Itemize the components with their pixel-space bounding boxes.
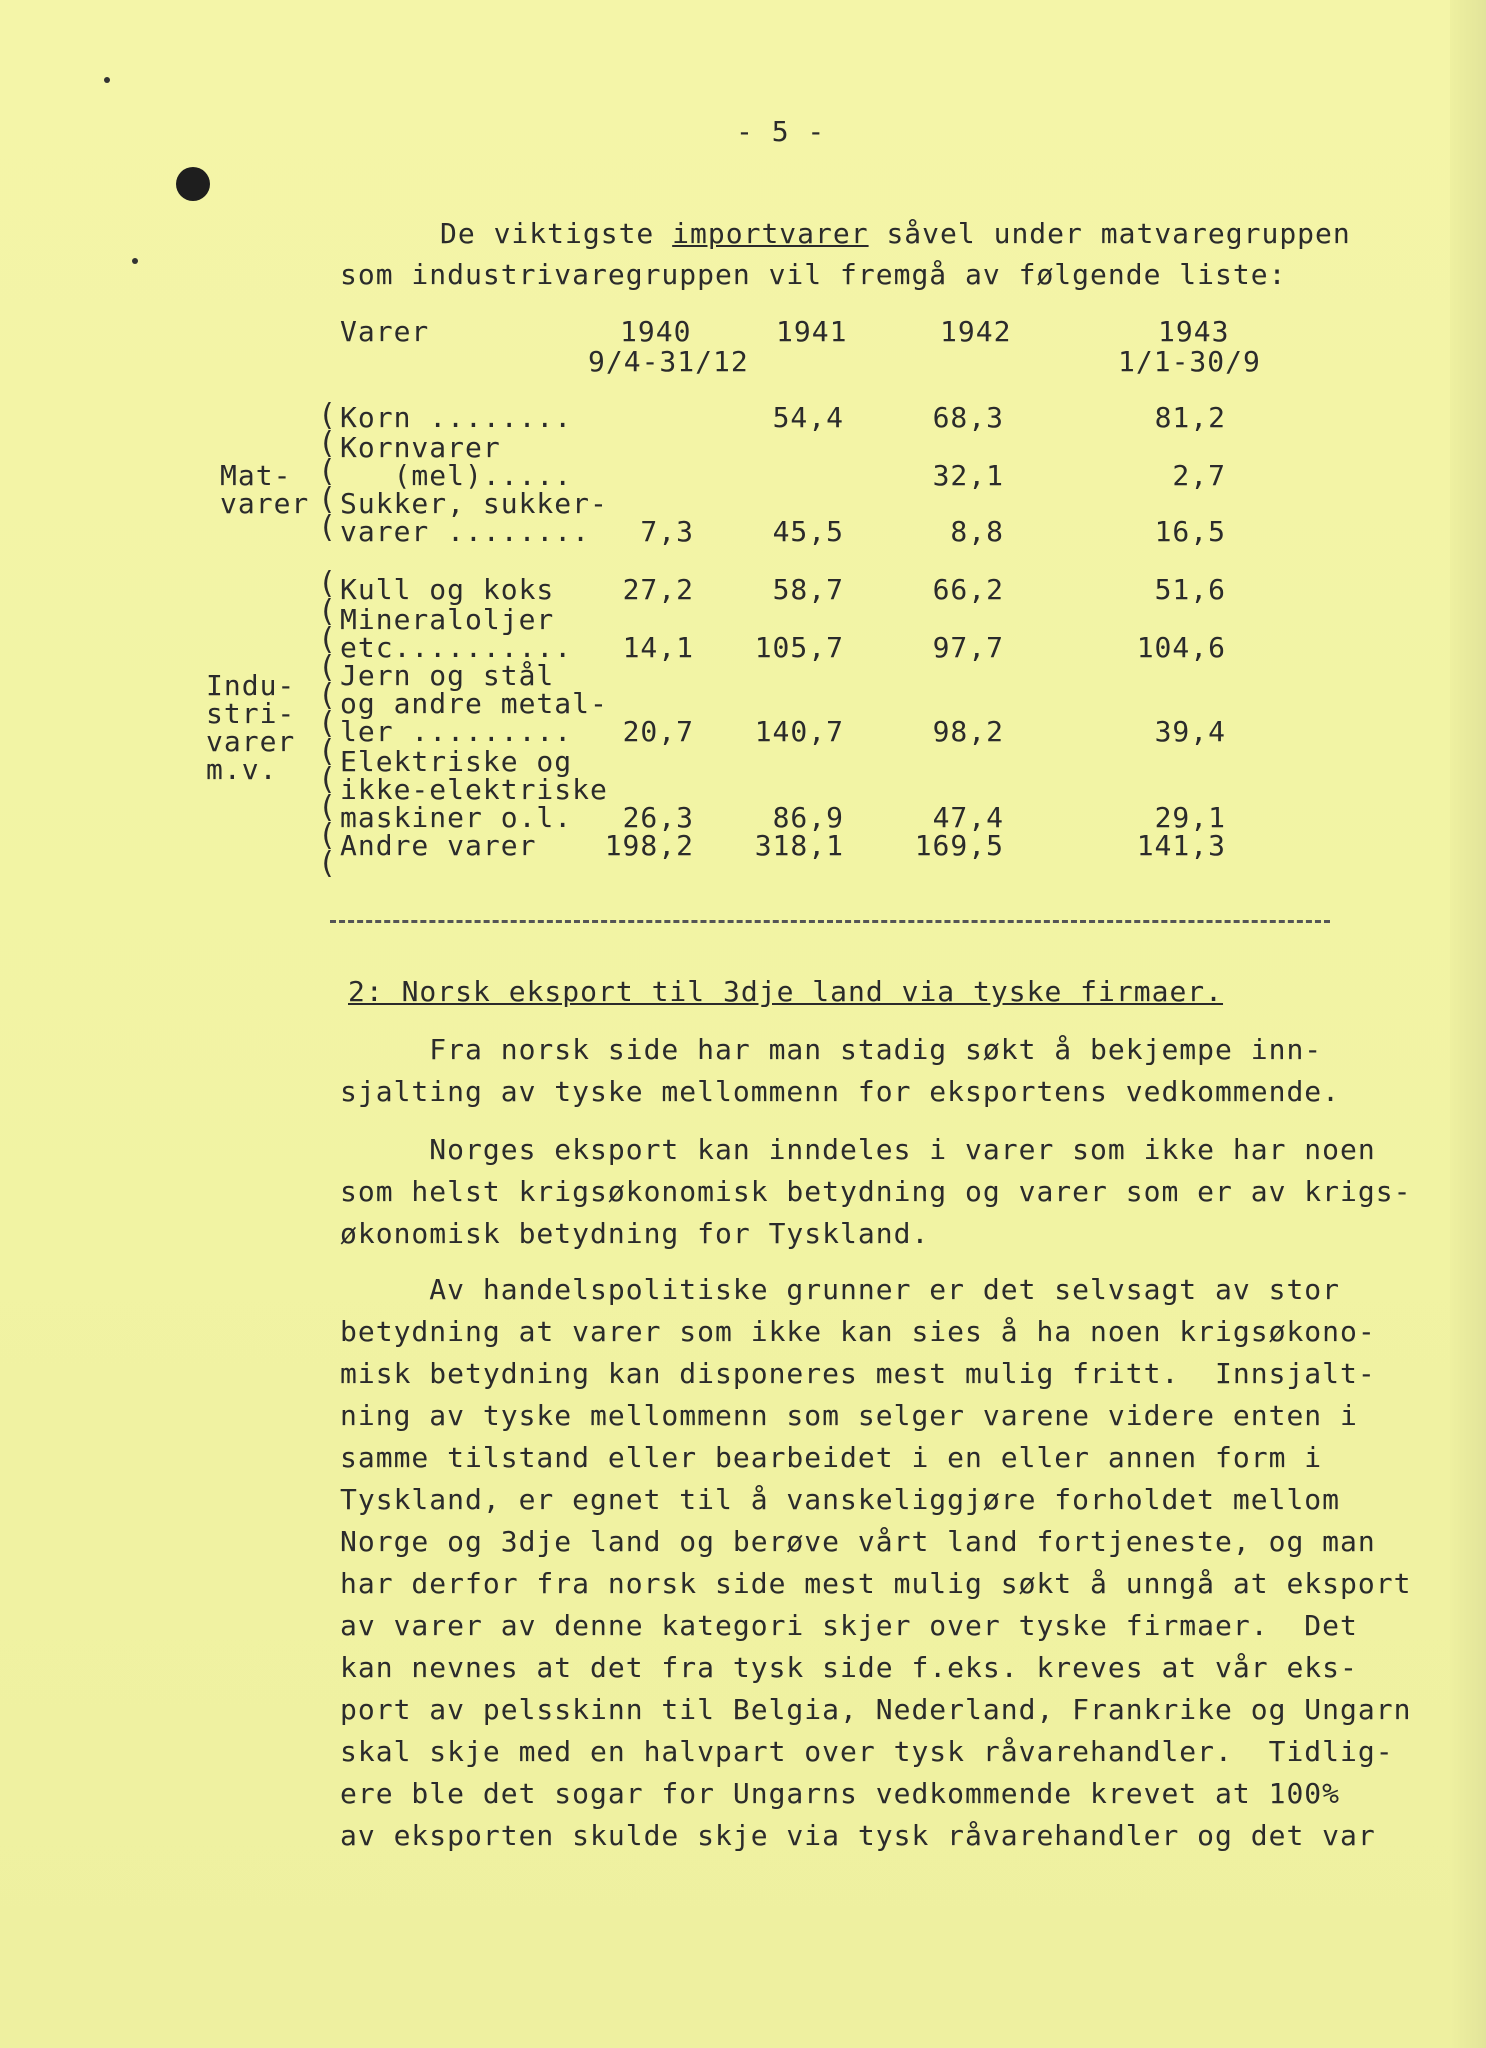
row-label: Jern og stål <box>340 659 555 692</box>
table-header-1941: 1941 <box>776 315 848 348</box>
row-1942-value: 97,7 <box>932 631 1004 664</box>
row-1941-value: 45,5 <box>772 515 844 548</box>
intro-suffix: såvel under matvaregruppen <box>868 217 1351 250</box>
row-1942-value: 66,2 <box>932 573 1004 606</box>
paragraph-line: ere ble det sogar for Ungarns vedkommende krevet at 100% <box>340 1777 1341 1810</box>
paragraph-line: økonomisk betydning for Tyskland. <box>340 1217 930 1250</box>
paragraph-line: av varer av denne kategori skjer over tyske firmaer. Det <box>340 1609 1358 1642</box>
paragraph-line: misk betydning kan disponeres mest mulig fritt. Innsjalt- <box>340 1357 1376 1390</box>
paragraph-line: Tyskland, er egnet til å vanskeliggjøre forholdet mellom <box>340 1483 1341 1516</box>
intro-line-1 <box>440 214 1351 254</box>
paragraph-line: Norge og 3dje land og berøve vårt land fortjeneste, og man <box>340 1525 1376 1558</box>
paragraph-line: Norges eksport kan inndeles i varer som ikke har noen <box>340 1133 1376 1166</box>
table-header-1943-period: 1/1-30/9 <box>1118 345 1261 378</box>
row-1941-value: 58,7 <box>772 573 844 606</box>
group-label-mat-1: Mat- <box>220 459 292 492</box>
group-label-ind-2: stri- <box>206 697 296 730</box>
row-label: maskiner o.l. <box>340 801 573 834</box>
section-divider <box>330 920 1330 923</box>
paragraph-line: sjalting av tyske mellommenn for eksportens vedkommende. <box>340 1075 1341 1108</box>
paragraph-line: Av handelspolitiske grunner er det selvsagt av stor <box>340 1273 1341 1306</box>
row-1943-value: 51,6 <box>1154 573 1226 606</box>
table-header-varer: Varer <box>340 315 430 348</box>
section-heading: 2: Norsk eksport til 3dje land via tyske firmaer. <box>348 975 1224 1008</box>
row-1941-value: 105,7 <box>754 631 844 664</box>
row-label: varer ........ <box>340 515 591 548</box>
paragraph-line: har derfor fra norsk side mest mulig søkt å unngå at eksport <box>340 1567 1412 1600</box>
row-1942-value: 169,5 <box>914 829 1004 862</box>
brace-mat: ( ( ( ( ( <box>318 398 337 545</box>
row-1940-value: 14,1 <box>622 631 694 664</box>
ink-speck <box>132 258 138 264</box>
paragraph-line: Fra norsk side har man stadig søkt å bekjempe inn- <box>340 1033 1323 1066</box>
row-1943-value: 104,6 <box>1136 631 1226 664</box>
row-label: Elektriske og <box>340 745 573 778</box>
row-label: Kornvarer <box>340 431 501 464</box>
row-1941-value: 54,4 <box>772 401 844 434</box>
row-1940-value: 198,2 <box>604 829 694 862</box>
row-1942-value: 98,2 <box>932 715 1004 748</box>
row-1942-value: 8,8 <box>950 515 1004 548</box>
row-label: Sukker, sukker- <box>340 487 608 520</box>
row-label: ikke-elektriske <box>340 773 608 806</box>
paragraph-line: samme tilstand eller bearbeidet i en eller annen form i <box>340 1441 1323 1474</box>
paragraph-line: kan nevnes at det fra tysk side f.eks. kreves at vår eks- <box>340 1651 1358 1684</box>
row-label: Mineraloljer <box>340 603 555 636</box>
row-1940-value: 26,3 <box>622 801 694 834</box>
row-1942-value: 47,4 <box>932 801 1004 834</box>
group-label-mat-2: varer <box>220 487 310 520</box>
paragraph-line: av eksporten skulde skje via tysk råvarehandler og det var <box>340 1819 1376 1852</box>
row-1940-value: 20,7 <box>622 715 694 748</box>
group-label-ind-1: Indu- <box>206 669 296 702</box>
row-label: ler ......... <box>340 715 573 748</box>
row-1943-value: 81,2 <box>1154 401 1226 434</box>
row-1943-value: 2,7 <box>1172 459 1226 492</box>
intro-prefix: De viktigste <box>440 217 673 250</box>
row-1942-value: 68,3 <box>932 401 1004 434</box>
intro-line-2: som industrivaregruppen vil fremgå av følgende liste: <box>340 258 1287 291</box>
group-label-ind-3: varer <box>206 725 296 758</box>
table-header-1943: 1943 <box>1158 315 1230 348</box>
paragraph-line: betydning at varer som ikke kan sies å ha noen krigsøkono- <box>340 1315 1376 1348</box>
row-1941-value: 86,9 <box>772 801 844 834</box>
group-label-ind-4: m.v. <box>206 753 278 786</box>
row-label: Andre varer <box>340 829 537 862</box>
page-number: - 5 - <box>736 115 826 148</box>
row-1943-value: 29,1 <box>1154 801 1226 834</box>
row-1943-value: 141,3 <box>1136 829 1226 862</box>
ink-speck <box>104 77 110 83</box>
row-1943-value: 16,5 <box>1154 515 1226 548</box>
paragraph-line: port av pelsskinn til Belgia, Nederland, Frankrike og Ungarn <box>340 1693 1412 1726</box>
row-1941-value: 140,7 <box>754 715 844 748</box>
row-1941-value: 318,1 <box>754 829 844 862</box>
table-header-1940: 1940 <box>620 315 692 348</box>
row-1942-value: 32,1 <box>932 459 1004 492</box>
row-1943-value: 39,4 <box>1154 715 1226 748</box>
paper-edge <box>1450 0 1486 2048</box>
punch-hole <box>176 167 210 201</box>
table-header-1940-period: 9/4-31/12 <box>588 345 749 378</box>
row-1940-value: 7,3 <box>640 515 694 548</box>
intro-underlined-word: importvarer <box>672 217 869 250</box>
row-label: Kull og koks <box>340 573 555 606</box>
table-header-1942: 1942 <box>940 315 1012 348</box>
row-1940-value: 27,2 <box>622 573 694 606</box>
brace-ind: ( ( ( ( ( ( ( ( ( ( ( <box>318 566 337 881</box>
row-label: etc.......... <box>340 631 573 664</box>
paragraph-line: ning av tyske mellommenn som selger varene videre enten i <box>340 1399 1358 1432</box>
row-label: (mel)..... <box>340 459 573 492</box>
paragraph-line: som helst krigsøkonomisk betydning og varer som er av krigs- <box>340 1175 1412 1208</box>
row-label: Korn ........ <box>340 401 573 434</box>
row-label: og andre metal- <box>340 687 608 720</box>
paragraph-line: skal skje med en halvpart over tysk råvarehandler. Tidlig- <box>340 1735 1394 1768</box>
